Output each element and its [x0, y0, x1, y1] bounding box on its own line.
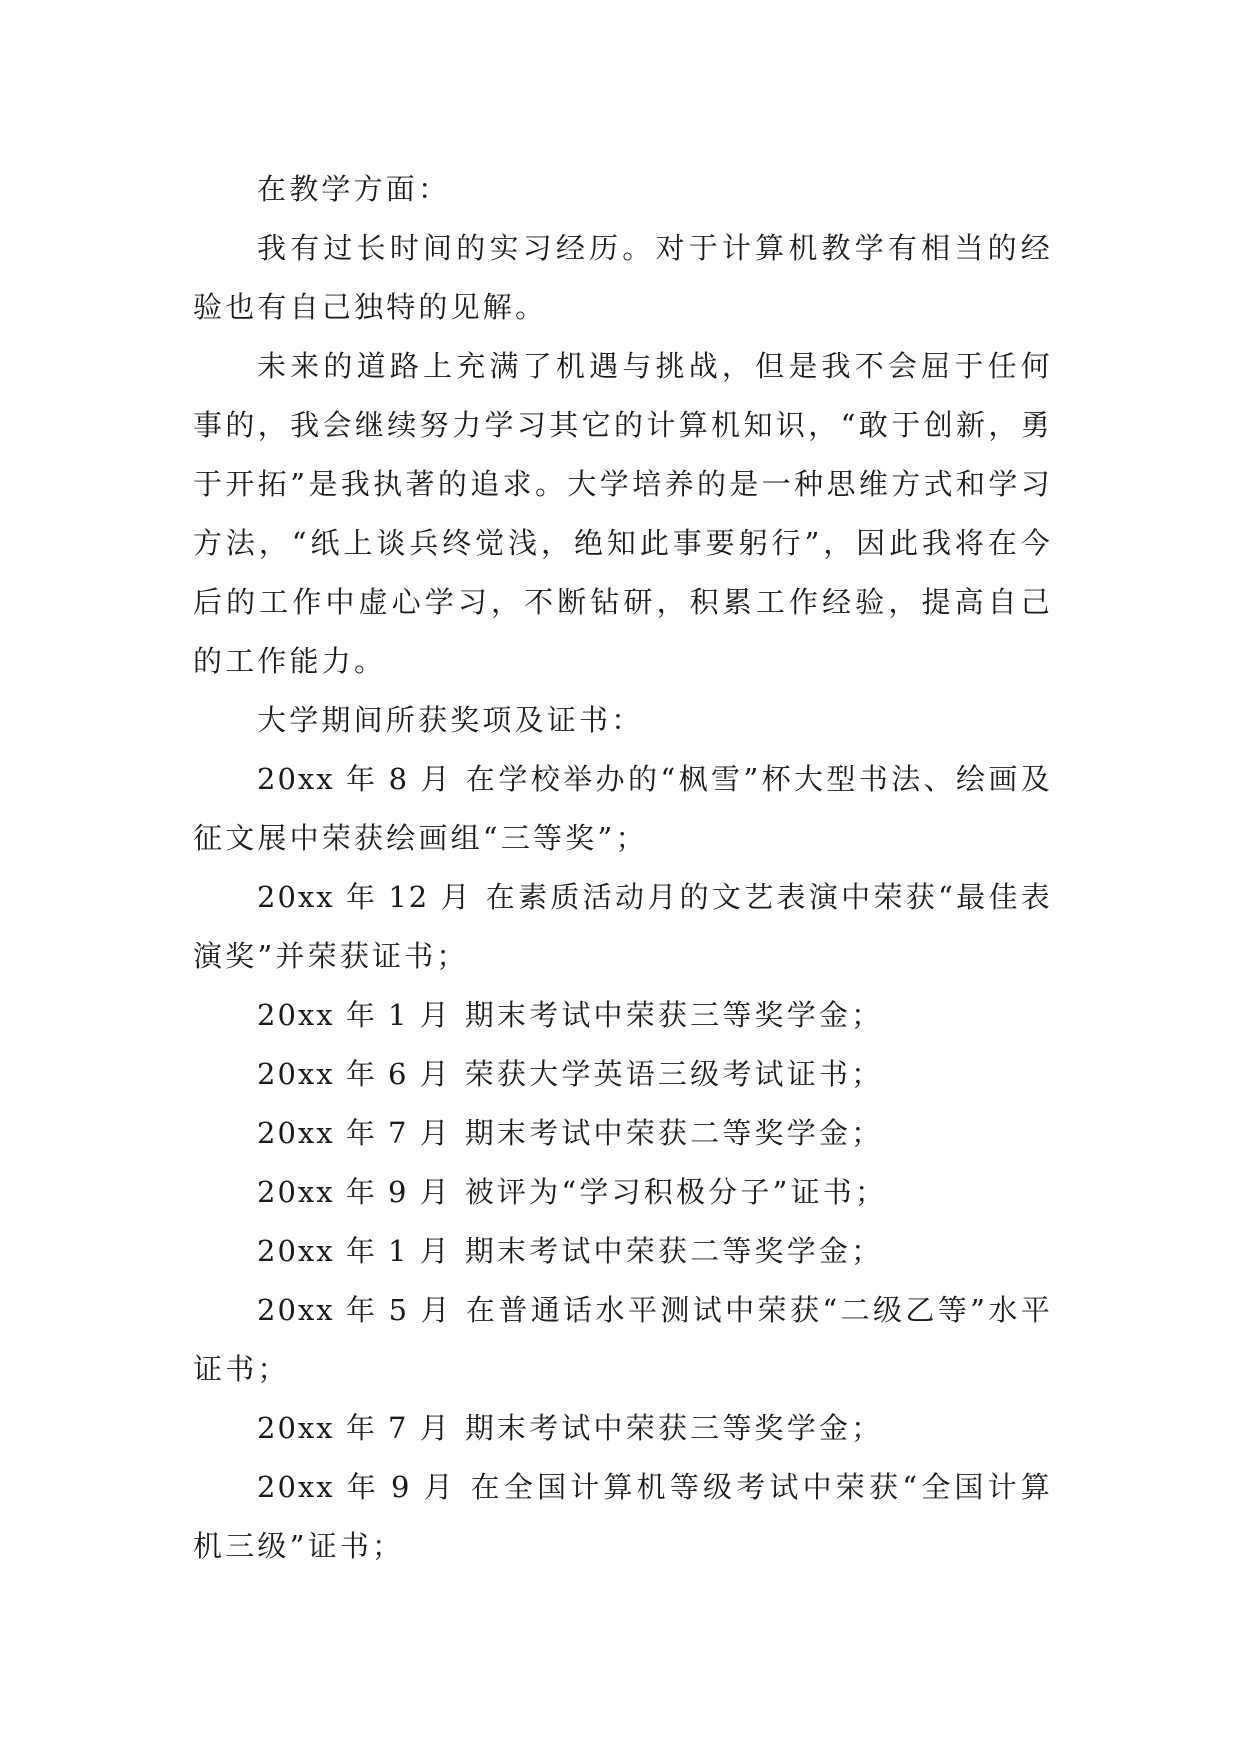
award-item	[193, 1399, 1053, 1458]
future-paragraph: 未来的道路上充满了机遇与挑战，但是我不会屈于任何事的，我会继续努力学习其它的计算机知识，“敢于创新，勇于开拓”是我执著的追求。大学培养的是一种思维方式和学习方法，“纸上谈兵终觉浅，绝知此事要躬行”，因此我将在今后的工作中虚心学习，不断钻研，积累工作经验，提高自己的工作能力。	[193, 349, 1053, 678]
award-item	[193, 986, 1053, 1045]
award-date: 20xx 年 8 月	[257, 762, 452, 796]
award-text: 期末考试中荣获二等奖学金；	[464, 1116, 884, 1150]
teaching-heading: 在教学方面：	[257, 172, 451, 206]
award-date: 20xx 年 1 月	[257, 998, 451, 1032]
award-text: 在学校举办的“枫雪”杯大型书法、绘画及征文展中荣获绘画组“三等奖”；	[193, 762, 1054, 855]
award-item	[193, 1281, 1053, 1399]
award-date: 20xx 年 9 月	[257, 1470, 456, 1504]
award-text: 期末考试中荣获三等奖学金；	[464, 1411, 884, 1445]
award-date: 20xx 年 9 月	[257, 1175, 451, 1209]
award-date: 20xx 年 7 月	[257, 1411, 451, 1445]
award-item	[193, 750, 1053, 868]
award-date: 20xx 年 12 月	[257, 880, 472, 914]
award-date: 20xx 年 1 月	[257, 1234, 451, 1268]
award-item	[193, 868, 1053, 986]
award-item	[193, 1163, 1053, 1222]
award-text: 期末考试中荣获二等奖学金；	[464, 1234, 884, 1268]
award-item	[193, 1222, 1053, 1281]
award-text: 荣获大学英语三级考试证书；	[464, 1057, 884, 1091]
award-text: 在素质活动月的文艺表演中荣获“最佳表演奖”并荣获证书；	[193, 880, 1053, 973]
award-date: 20xx 年 7 月	[257, 1116, 451, 1150]
document-body	[193, 160, 1053, 1576]
award-item	[193, 1458, 1053, 1576]
award-text: 被评为“学习积极分子”证书；	[464, 1175, 888, 1209]
award-item	[193, 1045, 1053, 1104]
award-item	[193, 1104, 1053, 1163]
teaching-paragraph: 我有过长时间的实习经历。对于计算机教学有相当的经验也有自己独特的见解。	[193, 231, 1053, 324]
award-text: 在全国计算机等级考试中荣获“全国计算机三级”证书；	[193, 1470, 1053, 1563]
award-date: 20xx 年 6 月	[257, 1057, 451, 1091]
awards-heading: 大学期间所获奖项及证书：	[257, 703, 644, 737]
award-text: 在普通话水平测试中荣获“二级乙等”水平证书；	[193, 1293, 1054, 1386]
award-date: 20xx 年 5 月	[257, 1293, 452, 1327]
award-text: 期末考试中荣获三等奖学金；	[464, 998, 884, 1032]
